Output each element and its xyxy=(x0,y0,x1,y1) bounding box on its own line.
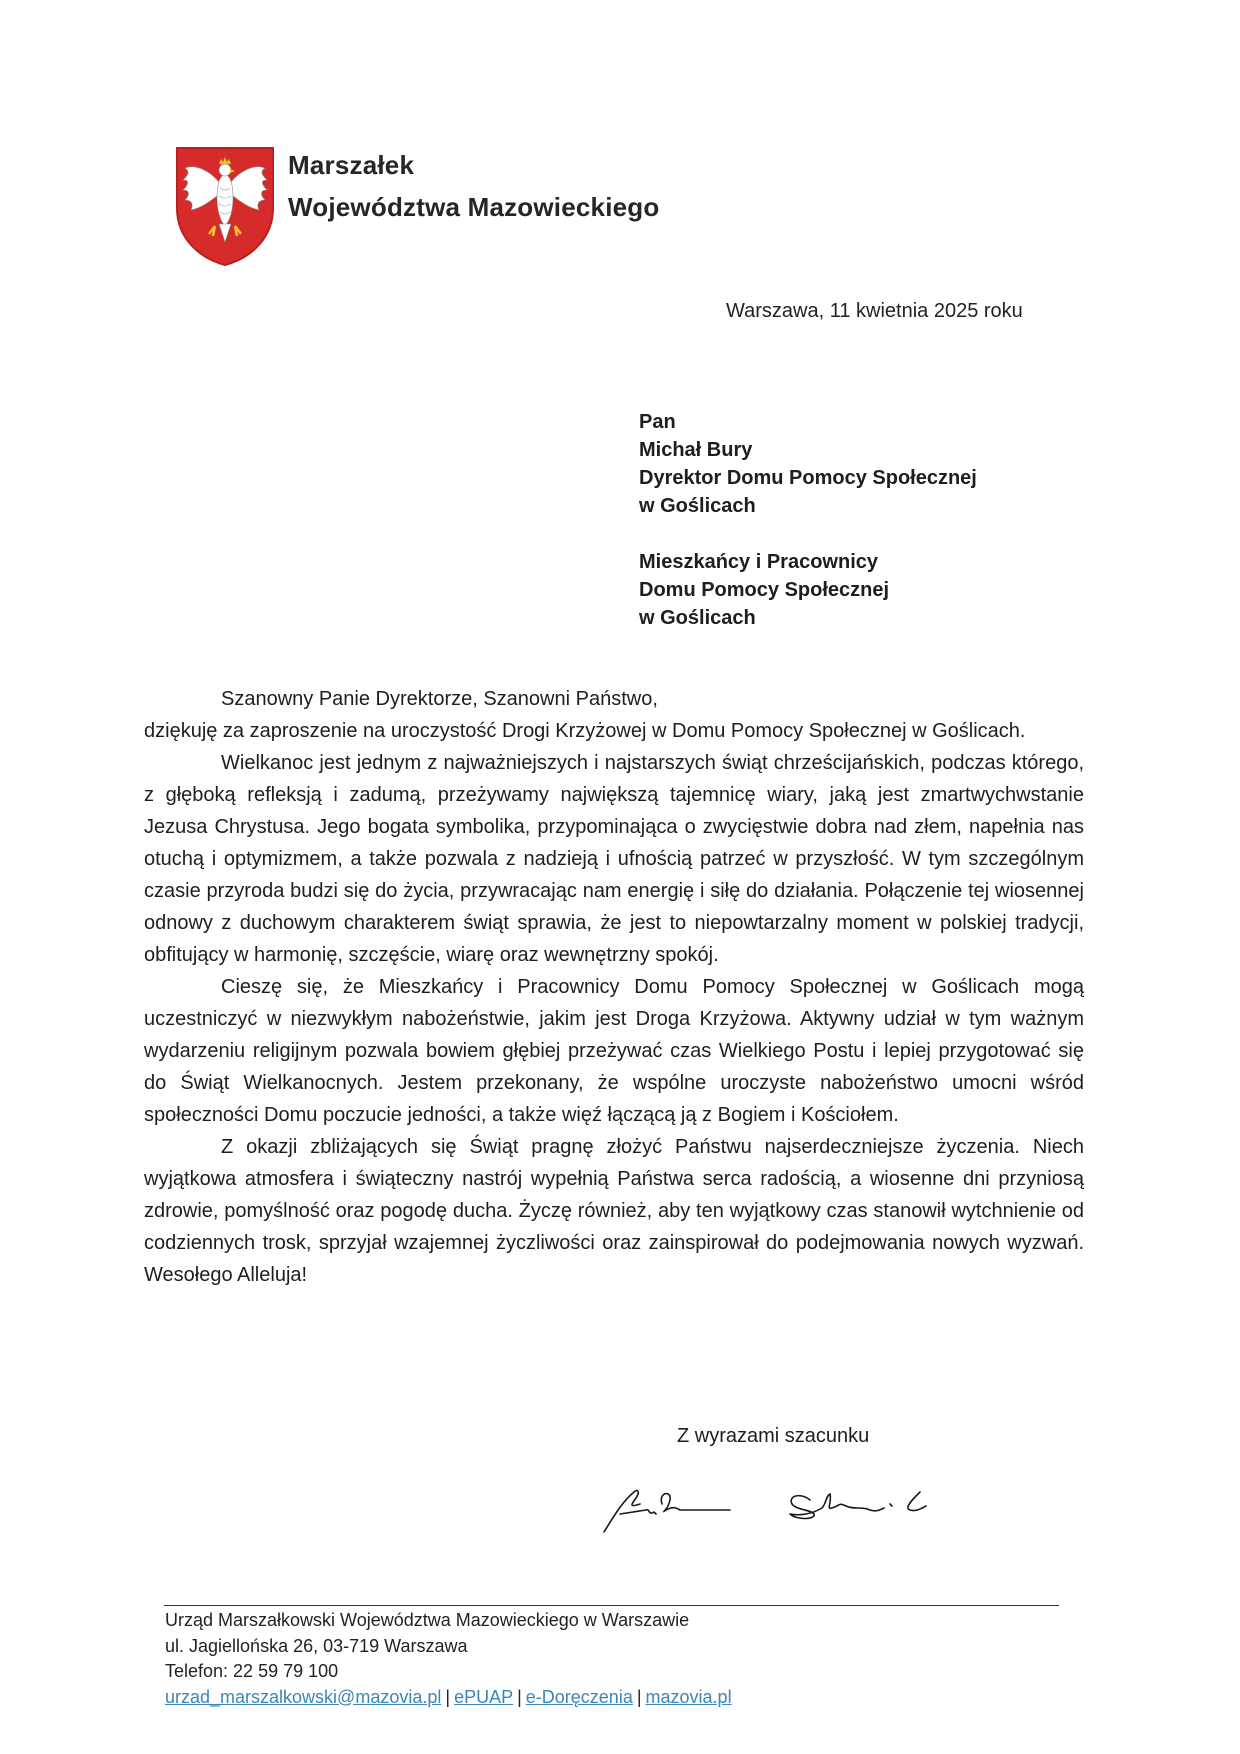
paragraph-easter: Wielkanoc jest jednym z najważniejszych i najstarszych świąt chrześcijańskich, podczas którego, z głęboką refleksją i zadumą, przeżywamy największą tajemnicę wiary, jaką jest zmartwychwstanie Jezusa Chrystusa. Jego bogata symbolika, przypominająca o zwycięstwie dobra nad złem, napełnia nas otuchą i optymizmem, a także pozwala z nadzieją i ufnością patrzeć w przyszłość. W tym szczególnym czasie przyroda budzi się do życia, przywracając nam energię i siłę do działania. Połączenie tej wiosennej odnowy z duchowym charakterem świąt sprawia, że jest to niepowtarzalny moment w polskiej tradycji, obfitujący w harmonię, szczęście, wiarę oraz wewnętrzny spokój. xyxy=(144,752,1084,966)
email-link[interactable]: urzad_marszalkowski@mazovia.pl xyxy=(165,1686,442,1707)
footer-links xyxy=(165,1685,732,1711)
header-subtitle: Województwa Mazowieckiego xyxy=(288,192,660,222)
recipient-line: Pan xyxy=(639,411,676,433)
recipient-line: Dyrektor Domu Pomocy Społecznej xyxy=(639,467,977,489)
recipient-line: Mieszkańcy i Pracownicy xyxy=(639,551,879,573)
paragraph-wishes: Z okazji zbliżających się Świąt pragnę złożyć Państwu najserdeczniejsze życzenia. Niech wyjątkowa atmosfera i świąteczny nastrój wypełnią Państwa serca radością, a wiosenne dni przyniosą zdrowie, pomyślność oraz pogodę ducha. Życzę również, aby ten wyjątkowy czas stanowił wytchnienie od codziennych trosk, sprzyjał wzajemnej życzliwości oraz zainspirował do podejmowania nowych wyzwań. Wesołego Alleluja! xyxy=(144,1136,1084,1286)
closing-phrase: Z wyrazami szacunku xyxy=(677,1425,870,1447)
website-link[interactable]: mazovia.pl xyxy=(645,1686,732,1707)
recipient-block-residents xyxy=(639,548,889,632)
handwritten-signature xyxy=(600,1470,940,1540)
paragraph-thanks: dziękuję za zaproszenie na uroczystość Drogi Krzyżowej w Domu Pomocy Społecznej w Goślicach. xyxy=(144,720,1026,742)
link-separator: | xyxy=(636,1686,642,1707)
link-separator: | xyxy=(517,1686,522,1707)
footer-address: ul. Jagiellońska 26, 03-719 Warszawa xyxy=(165,1635,468,1656)
recipient-line: Michał Bury xyxy=(639,439,753,461)
salutation: Szanowny Panie Dyrektorze, Szanowni Państwo, xyxy=(221,688,658,710)
footer xyxy=(165,1608,732,1710)
header-title: Marszałek xyxy=(288,150,415,180)
epuap-link[interactable]: ePUAP xyxy=(454,1686,514,1707)
letter-date: Warszawa, 11 kwietnia 2025 roku xyxy=(726,300,1023,322)
footer-phone: Telefon: 22 59 79 100 xyxy=(165,1661,339,1681)
link-separator: | xyxy=(445,1686,451,1707)
footer-office: Urząd Marszałkowski Województwa Mazowieckiego w Warszawie xyxy=(165,1610,690,1630)
mazovia-eagle-crest-icon xyxy=(175,146,275,267)
paragraph-way-of-cross: Cieszę się, że Mieszkańcy i Pracownicy Domu Pomocy Społecznej w Goślicach mogą uczestniczyć w niezwykłym nabożeństwie, jakim jest Droga Krzyżowa. Aktywny udział w tym ważnym wydarzeniu religijnym pozwala bowiem głębiej przeżywać czas Wielkiego Postu i lepiej przygotować się do Świąt Wielkanocnych. Jestem przekonany, że wspólne uroczyste nabożeństwo umocni wśród społeczności Domu poczucie jedności, a także więź łączącą ją z Bogiem i Kościołem. xyxy=(144,976,1084,1126)
recipient-line: w Goślicach xyxy=(639,495,756,517)
recipient-block-director xyxy=(639,408,977,520)
footer-divider xyxy=(164,1605,1059,1606)
recipient-line: Domu Pomocy Społecznej xyxy=(639,579,890,601)
letter-body xyxy=(144,683,1084,1291)
recipient-line: w Goślicach xyxy=(639,607,756,629)
e-doreczenia-link[interactable]: e-Doręczenia xyxy=(525,1686,633,1707)
